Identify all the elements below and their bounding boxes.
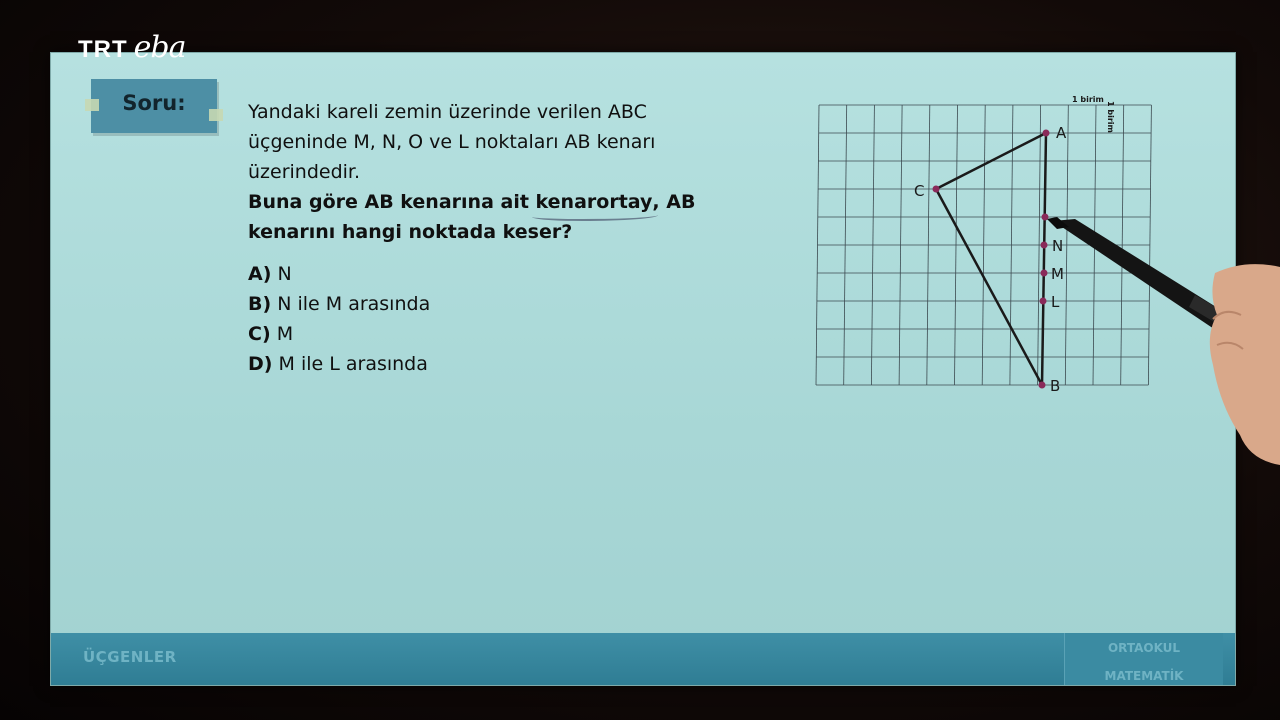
- choice-text: M ile L arasında: [278, 353, 428, 375]
- question-tag: [91, 79, 217, 133]
- point-c: [933, 186, 940, 193]
- underlined-word: kenarortay: [536, 187, 653, 217]
- choice-key: C): [248, 323, 271, 345]
- label-b: B: [1050, 377, 1061, 393]
- choice-key: B): [248, 293, 272, 315]
- footer-level: ORTAOKUL: [1107, 641, 1181, 655]
- point-a: [1043, 130, 1050, 137]
- bold-post: , AB: [652, 191, 696, 213]
- choice-d[interactable]: [248, 349, 430, 379]
- side-cb: [936, 189, 1042, 385]
- trt-eba-logo: [78, 30, 186, 65]
- choice-key: D): [248, 353, 273, 375]
- label-n: N: [1052, 237, 1064, 255]
- footer-bar: [51, 633, 1235, 685]
- unit-label-vertical: 1 birim: [1106, 101, 1115, 133]
- question-tag-label: Soru:: [122, 91, 186, 115]
- question-line-1: Yandaki kareli zemin üzerinde verilen ABC: [248, 101, 647, 123]
- bold-pre: Buna göre AB kenarına ait: [248, 191, 536, 213]
- choice-a[interactable]: [248, 259, 430, 289]
- footer-course-box: [1064, 633, 1223, 685]
- choice-c[interactable]: [248, 319, 430, 349]
- choice-text: N ile M arasında: [277, 293, 431, 315]
- label-l: L: [1051, 293, 1060, 311]
- label-a: A: [1056, 124, 1067, 142]
- choice-key: A): [248, 263, 272, 285]
- footer-subject: MATEMATİK: [1104, 669, 1184, 683]
- answer-choices: [248, 259, 430, 379]
- label-m: M: [1051, 265, 1064, 283]
- hand-icon: [1210, 264, 1280, 465]
- question-line-2: üçgeninde M, N, O ve L noktaları AB kenarı: [248, 131, 656, 153]
- unit-label-horizontal: 1 birim: [1072, 95, 1104, 104]
- logo-brand: TRT: [78, 36, 128, 63]
- question-bold-line-1: [248, 187, 728, 217]
- choice-text: M: [276, 323, 294, 345]
- footer-topic: ÜÇGENLER: [83, 648, 177, 666]
- question-line-3: üzerindedir.: [248, 161, 361, 183]
- question-text: [248, 97, 728, 247]
- logo-sub: eba: [133, 30, 186, 65]
- tape-left: [85, 99, 99, 111]
- question-bold-line-2: kenarını hangi noktada keser?: [248, 221, 573, 243]
- tape-right: [209, 109, 223, 121]
- label-c: C: [914, 182, 925, 200]
- choice-text: N: [277, 263, 292, 285]
- pointer-pen-and-hand: [1045, 215, 1280, 465]
- choice-b[interactable]: [248, 289, 430, 319]
